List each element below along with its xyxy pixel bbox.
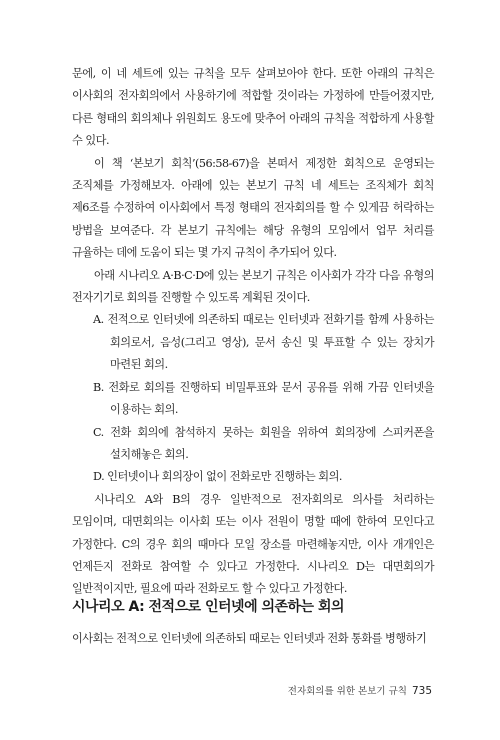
paragraph-continuation: 문에, 이 네 세트에 있는 규칙을 모두 살펴보아야 한다. 또한 아래의 규칙은 이사회의 전자회의에서 사용하기에 적합할 것이라는 가정하에 만들어졌지만, 다른 형태의 회의체나 위원회도 용도에 맞추어 아래의 규칙을 적합하게 사용할 수 있다.	[72, 67, 434, 148]
list-item-b: B. 전화로 회의를 진행하되 비밀투표와 문서 공유를 위해 가끔 인터넷을 이용하는 회의.	[93, 380, 434, 417]
list-item-c: C. 전화 회의에 참석하지 못하는 회원을 위하여 회의장에 스피커폰을 설치해놓은 회의.	[93, 425, 434, 461]
section-first-line: 이사회는 전적으로 인터넷에 의존하되 때로는 인터넷과 전화 통화를 병행하기	[72, 632, 427, 645]
section-heading: 시나리오 A: 전적으로 인터넷에 의존하는 회의	[72, 599, 344, 615]
list-item-a: A. 전적으로 인터넷에 의존하되 때로는 인터넷과 전화기를 함께 사용하는 회의로서, 음성(그리고 영상), 문서 송신 및 투표할 수 있는 장치가 마련된 회의.	[93, 313, 434, 372]
list-item-d: D. 인터넷이나 회의장이 없이 전화로만 진행하는 회의.	[93, 470, 342, 484]
page-footer	[288, 683, 432, 697]
page-number: 735	[411, 685, 432, 697]
running-title: 전자회의를 위한 본보기 규칙	[287, 686, 407, 697]
paragraph-scenario-assumptions: 시나리오 A와 B의 경우 일반적으로 전자회의로 의사를 처리하는 모임이며, 대면회의는 이사회 또는 이사 전원이 명할 때에 한하여 모인다고 가정한다. C의 경우 회의 때마다 모일 장소를 마련해놓지만, 이사 개개인은 언제든지 전화로 참여할 수 있다고 가정한다. 시나리오 D는 대면회의가 일반적이지만, 필요에 따라 전화로도 할 수 있다고 가정한다.	[72, 492, 434, 596]
section-body	[72, 628, 434, 650]
scenario-list	[72, 309, 434, 488]
body-text	[72, 63, 434, 601]
paragraph-scenarios-intro: 아래 시나리오 A·B·C·D에 있는 본보기 규칙은 이사회가 각각 다음 유형의 전자기기로 회의를 진행할 수 있도록 계획된 것이다.	[72, 268, 434, 305]
paragraph-model-bylaws: 이 책 ‘본보기 회칙’(56:58-67)을 본떠서 제정한 회칙으로 운영되는 조직체를 가정해보자. 아래에 있는 본보기 규칙 네 세트는 조직체가 회칙 제6조를 수정하여 이사회에서 특정 형태의 전자회의를 할 수 있게끔 허락하는 방법을 보여준다. 각 본보기 규칙에는 해당 유형의 모임에서 업무 처리를 규율하는 데에 도움이 되는 몇 가지 규칙이 추가되어 있다.	[72, 156, 434, 260]
